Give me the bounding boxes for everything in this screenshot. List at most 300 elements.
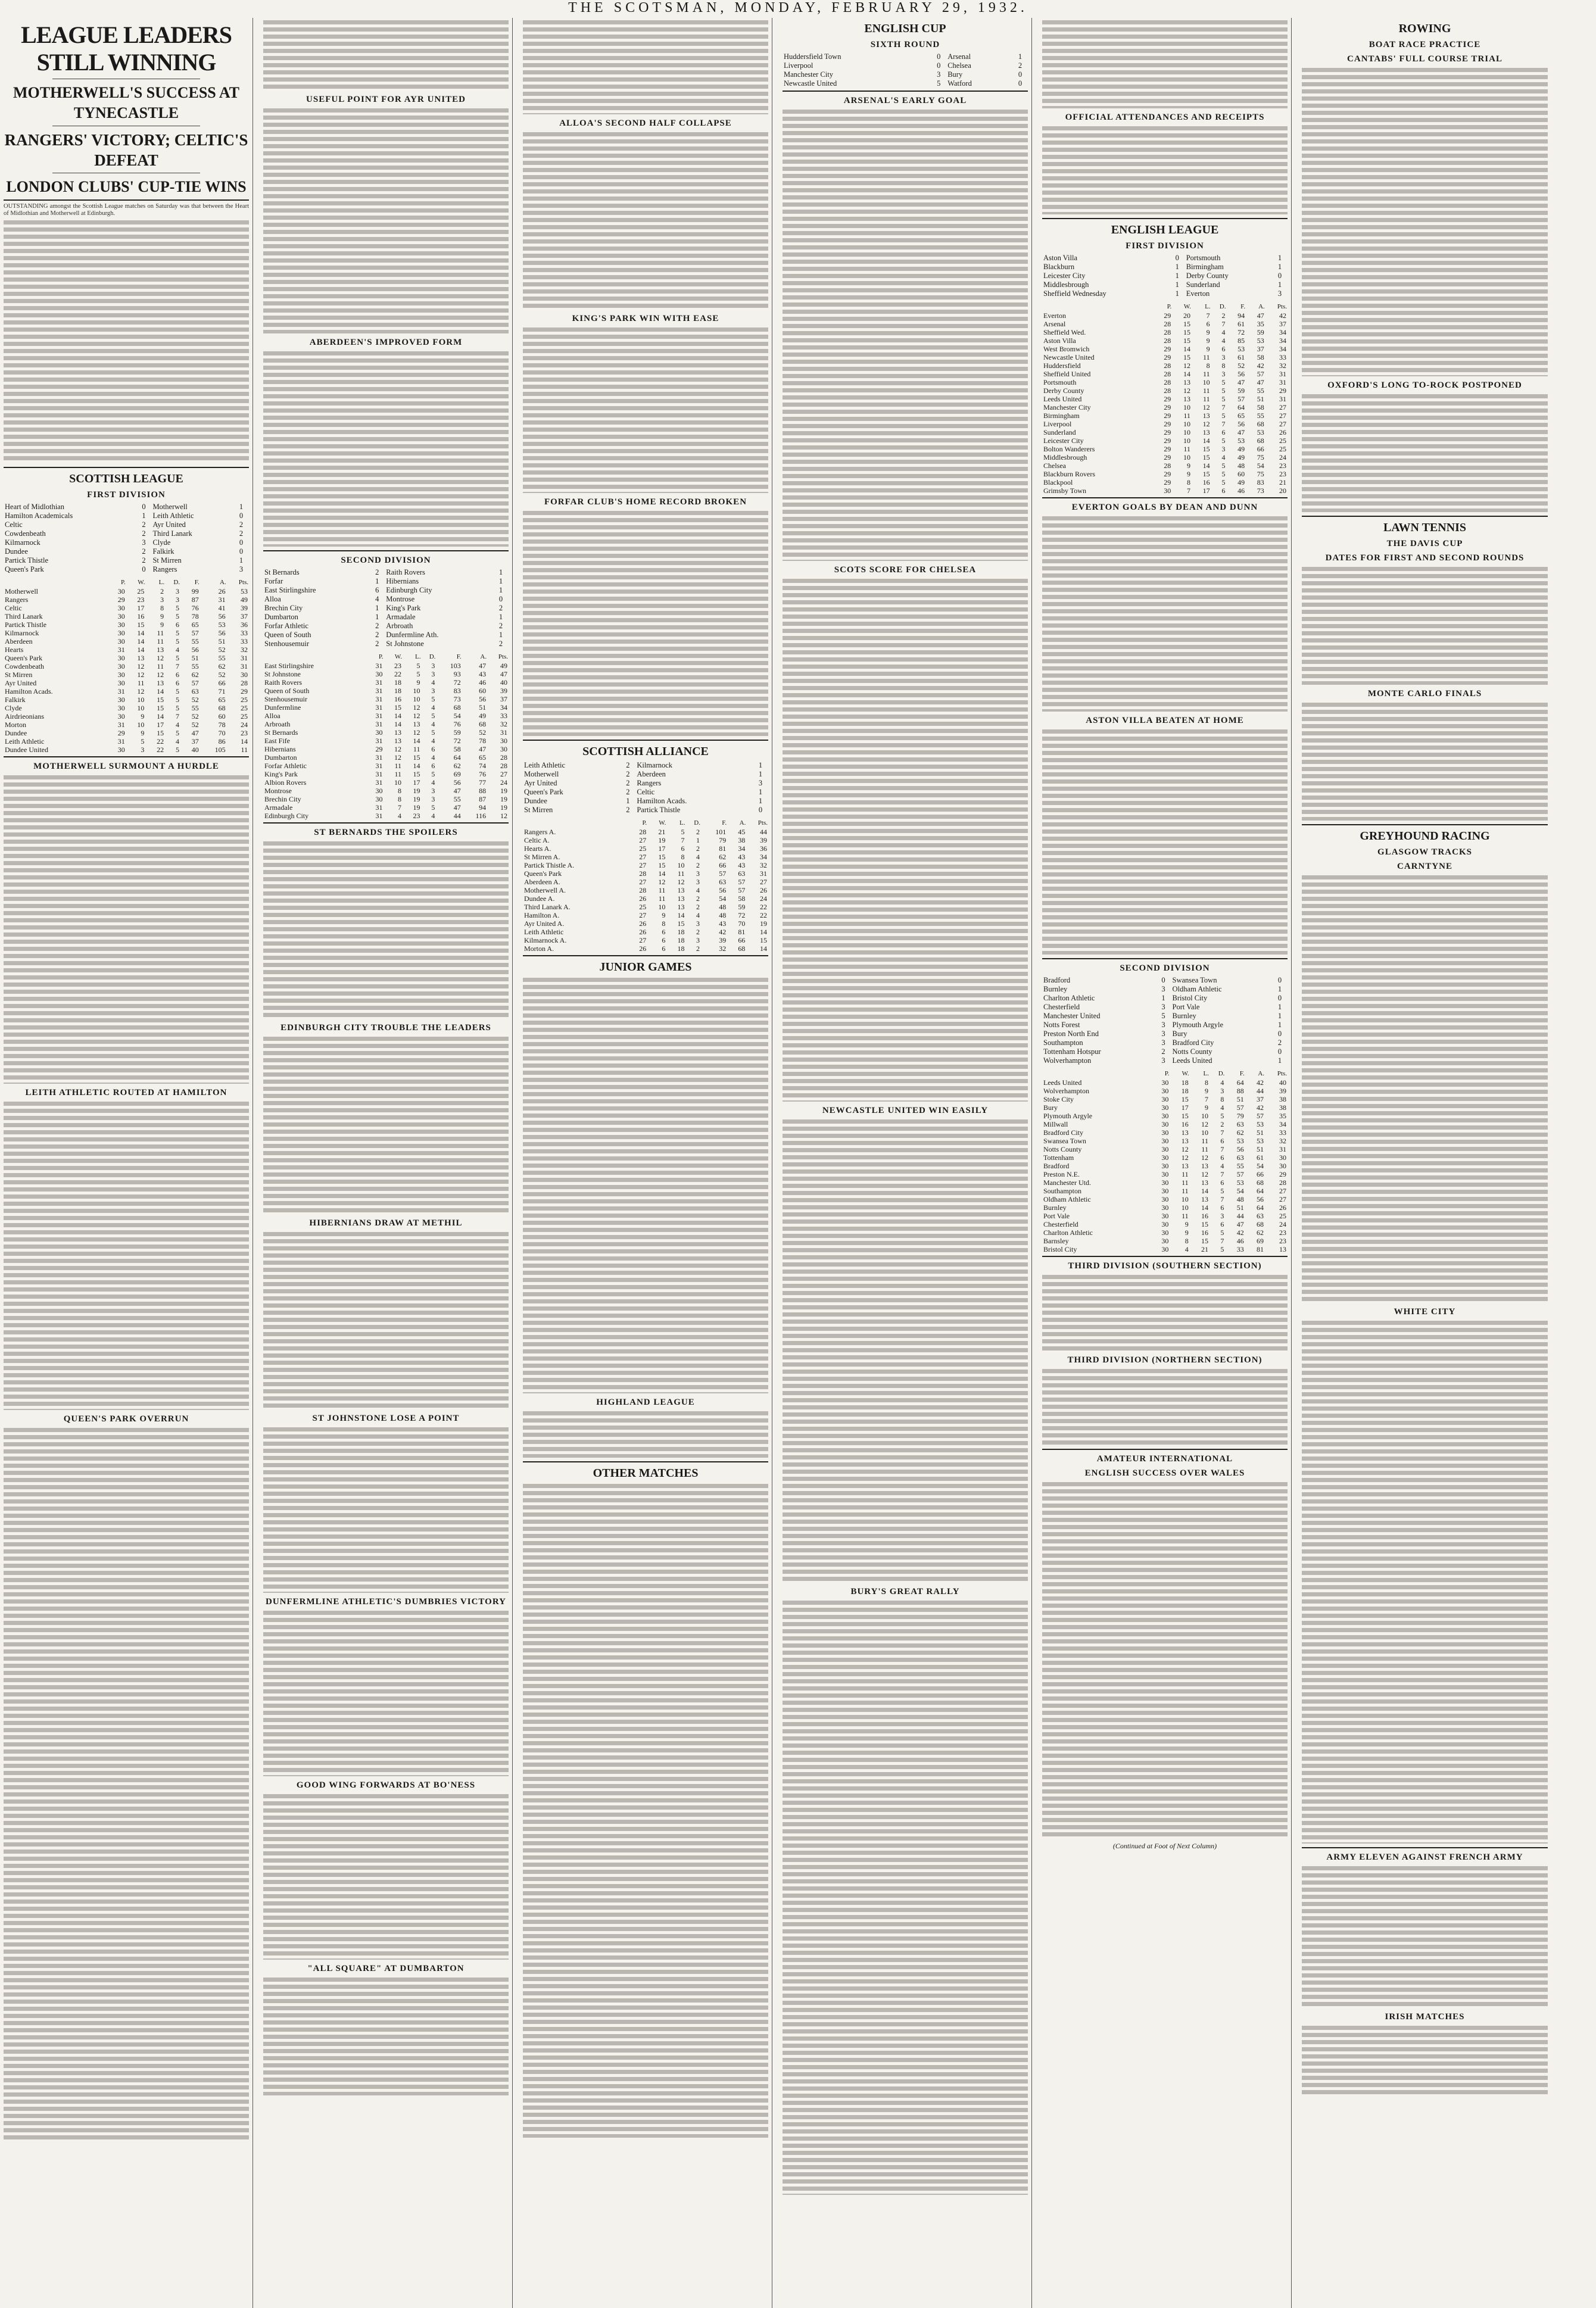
table-cell: 56 — [719, 886, 727, 894]
subhead-motherwell-surmount: MOTHERWELL SURMOUNT A HURDLE — [33, 761, 219, 771]
table-cell: 30 — [1161, 1153, 1169, 1162]
result-cell: 0 — [1161, 976, 1165, 984]
table-cell: 31 — [375, 737, 383, 745]
table-cell: 79 — [1236, 1112, 1244, 1120]
table-cell: 14 — [394, 720, 401, 728]
table-cell: 28 — [639, 869, 647, 878]
table-cell: St Bernards — [264, 728, 298, 737]
table-row — [1042, 378, 1288, 386]
table-cell: 10 — [1202, 378, 1210, 386]
table-cell: 14 — [1183, 370, 1190, 378]
table-cell: 8 — [398, 795, 401, 803]
table-cell: 63 — [719, 878, 727, 886]
table-cell: 35 — [1257, 320, 1264, 328]
table-cell: Ayr United A. — [524, 919, 565, 928]
result-cell: Swansea Town — [1172, 976, 1217, 984]
table-cell: 30 — [1161, 1095, 1169, 1103]
table-cell: 53 — [1236, 1178, 1244, 1187]
table-cell: 14 — [760, 928, 767, 936]
result-cell: Newcastle United — [784, 79, 837, 88]
table-cell: 10 — [677, 861, 685, 869]
result-cell: 2 — [498, 604, 503, 612]
table-cell: 24 — [1279, 453, 1286, 461]
table-cell: 52 — [1237, 361, 1245, 370]
result-cell: Raith Rovers — [386, 568, 425, 576]
table-cell: 29 — [1164, 470, 1171, 478]
result-cell: 1 — [758, 761, 763, 769]
table-cell: 51 — [218, 637, 226, 645]
table-row — [1042, 328, 1288, 336]
table-cell: 9 — [416, 678, 420, 687]
table-cell: 4 — [1220, 1078, 1224, 1087]
article-text — [263, 19, 509, 91]
table-cell: 47 — [479, 745, 487, 753]
table-cell: 6 — [1220, 1137, 1224, 1145]
table-cell: Forfar Athletic — [264, 762, 307, 770]
table-cell: 12 — [1201, 1170, 1208, 1178]
table-cell: 26 — [639, 919, 647, 928]
table-row — [4, 687, 249, 695]
result-row — [263, 577, 509, 586]
table-cell: 51 — [1257, 395, 1264, 403]
table-row — [1042, 1195, 1288, 1203]
table-cell: 47 — [453, 803, 461, 812]
table-cell: Dundee — [5, 728, 27, 737]
table-cell: Brechin City — [264, 795, 301, 803]
table-row — [1042, 353, 1288, 361]
table-cell: 11 — [157, 628, 164, 637]
result-cell: Hibernians — [386, 577, 419, 585]
column-header — [1042, 1069, 1150, 1078]
table-cell: 29 — [1164, 420, 1171, 428]
table-cell: 31 — [375, 753, 383, 762]
article-text — [263, 1976, 509, 2095]
table-row — [4, 662, 249, 670]
table-cell: 5 — [431, 770, 435, 778]
result-cell: 1 — [375, 577, 379, 585]
table-cell: 8 — [1184, 1237, 1189, 1245]
table-cell: 18 — [677, 928, 685, 936]
headline-davis-cup: THE DAVIS CUP — [1386, 539, 1463, 548]
table-cell: 44 — [1236, 1212, 1244, 1220]
table-cell: 66 — [218, 678, 226, 687]
column-2 — [260, 18, 513, 2308]
result-cell: Watford — [947, 79, 972, 88]
table-cell: 8 — [1220, 1095, 1224, 1103]
table-cell: 33 — [1236, 1245, 1244, 1253]
table-cell: Third Lanark A. — [524, 903, 571, 911]
result-row — [263, 613, 509, 622]
table-row — [523, 878, 768, 886]
result-cell: Everton — [1186, 289, 1210, 298]
table-row — [1042, 1212, 1288, 1220]
table-row — [1042, 386, 1288, 395]
table-row — [263, 753, 509, 762]
table-cell: 8 — [662, 919, 666, 928]
result-cell: 0 — [239, 511, 244, 520]
table-cell: 56 — [1257, 1195, 1264, 1203]
table-cell: 57 — [1236, 1103, 1244, 1112]
result-cell: 1 — [1175, 280, 1179, 289]
table-cell: 9 — [1186, 470, 1190, 478]
table-cell: 10 — [1183, 436, 1190, 445]
table-cell: 6 — [1220, 1220, 1224, 1228]
result-cell: 2 — [142, 529, 146, 538]
article-text — [783, 108, 1028, 561]
table-cell: 12 — [137, 687, 145, 695]
table-cell: 87 — [479, 795, 487, 803]
result-row — [4, 538, 249, 547]
column-header: L. — [679, 819, 685, 826]
table-cell: 30 — [1161, 1212, 1169, 1220]
table-cell: 3 — [176, 595, 180, 604]
table-row — [4, 629, 249, 637]
result-cell: 0 — [239, 538, 244, 547]
table-cell: 68 — [1257, 1220, 1264, 1228]
article-text — [1042, 1274, 1288, 1351]
table-cell: 28 — [1164, 378, 1171, 386]
table-cell: 68 — [479, 720, 487, 728]
table-cell: Blackburn Rovers — [1043, 470, 1095, 478]
table-cell: 23 — [1279, 1237, 1286, 1245]
table-cell: 15 — [1202, 445, 1210, 453]
table-row — [263, 670, 509, 678]
table-cell: 74 — [479, 762, 487, 770]
result-cell: Motherwell — [524, 770, 559, 778]
table-cell: Stenhousemuir — [264, 695, 307, 703]
result-cell: Celtic — [637, 788, 655, 796]
result-cell: Ayr United — [152, 520, 186, 529]
table-cell: 6 — [176, 670, 180, 679]
table-cell: 9 — [1186, 461, 1190, 470]
table-cell: 12 — [413, 728, 420, 737]
result-cell: Celtic — [5, 520, 23, 529]
table-cell: 31 — [375, 812, 383, 820]
table-cell: 3 — [160, 595, 164, 604]
table-cell: 10 — [1181, 1195, 1189, 1203]
table-cell: 81 — [1257, 1245, 1264, 1253]
table-cell: 5 — [176, 628, 180, 637]
table-cell: 6 — [431, 762, 435, 770]
table-cell: 3 — [1221, 370, 1226, 378]
table-cell: 14 — [157, 712, 164, 721]
table-row — [263, 678, 509, 687]
table-cell: Albion Rovers — [264, 778, 307, 787]
table-cell: 52 — [191, 695, 199, 704]
table-cell: 43 — [719, 919, 727, 928]
table-cell: 14 — [137, 645, 145, 654]
result-cell: 0 — [1018, 70, 1023, 79]
result-cell: Chelsea — [947, 61, 971, 70]
table-cell: 5 — [176, 728, 180, 737]
table-cell: 19 — [658, 836, 666, 844]
table-cell: 53 — [1236, 1137, 1244, 1145]
result-row — [1042, 1056, 1288, 1065]
article-text — [523, 19, 768, 114]
column-header: L. — [414, 653, 421, 660]
table-cell: 7 — [176, 662, 180, 670]
table-cell: Oldham Athletic — [1043, 1195, 1091, 1203]
table-cell: 27 — [639, 911, 647, 919]
table-cell: Chesterfield — [1043, 1220, 1078, 1228]
result-row — [263, 595, 509, 604]
result-cell: 2 — [626, 770, 630, 778]
result-cell: Tottenham Hotspur — [1043, 1047, 1101, 1056]
english-cup-heading: ENGLISH CUP — [864, 22, 946, 35]
table-cell: 13 — [1181, 1162, 1189, 1170]
table-cell: 31 — [375, 703, 383, 712]
first-division-heading: FIRST DIVISION — [87, 489, 166, 500]
result-cell: 1 — [626, 797, 630, 805]
result-row — [4, 503, 249, 511]
table-cell: 11 — [157, 637, 164, 645]
column-header: A. — [1258, 303, 1265, 310]
headline-aston-villa: ASTON VILLA BEATEN AT HOME — [1086, 716, 1244, 725]
table-cell: Bolton Wanderers — [1043, 445, 1095, 453]
result-cell: 3 — [1161, 1056, 1165, 1065]
table-row — [523, 911, 768, 919]
table-cell: 53 — [1237, 436, 1245, 445]
table-cell: 78 — [479, 737, 487, 745]
table-cell: 30 — [1279, 1162, 1286, 1170]
table-cell: 52 — [191, 712, 199, 721]
table-cell: 26 — [639, 928, 647, 936]
table-row — [1042, 1245, 1288, 1253]
table-cell: 62 — [453, 762, 461, 770]
table-cell: 38 — [1279, 1095, 1286, 1103]
table-cell: 5 — [176, 745, 180, 754]
table-cell: 65 — [1237, 411, 1245, 420]
table-cell: 37 — [1279, 320, 1286, 328]
table-cell: 49 — [1237, 478, 1245, 486]
table-cell: 14 — [1202, 461, 1210, 470]
result-cell: 3 — [1161, 1038, 1165, 1047]
table-row — [4, 737, 249, 746]
result-cell: 1 — [142, 511, 146, 520]
result-cell: Burnley — [1043, 985, 1068, 993]
result-cell: Armadale — [386, 613, 416, 621]
table-cell: 32 — [719, 944, 727, 953]
table-cell: 4 — [431, 678, 435, 687]
table-cell: 13 — [1279, 1245, 1286, 1253]
result-cell: Queen's Park — [5, 564, 44, 573]
table-cell: 16 — [1202, 478, 1210, 486]
headline-bo-ness: GOOD WING FORWARDS AT BO'NESS — [296, 1780, 476, 1790]
table-cell: 10 — [1201, 1112, 1208, 1120]
result-cell: 2 — [142, 520, 146, 529]
table-cell: 47 — [1237, 378, 1245, 386]
table-cell: 5 — [1221, 478, 1226, 486]
table-cell: 31 — [241, 662, 248, 670]
result-cell: St Bernards — [264, 568, 300, 576]
table-cell: 28 — [1164, 361, 1171, 370]
table-cell: Plymouth Argyle — [1043, 1112, 1093, 1120]
result-row — [523, 797, 768, 806]
result-cell: 0 — [1175, 254, 1179, 262]
result-cell: 3 — [142, 538, 146, 547]
table-row — [523, 903, 768, 911]
table-cell: 35 — [1279, 1112, 1286, 1120]
headline-white-city: WHITE CITY — [1394, 1307, 1456, 1317]
table-cell: 5 — [1221, 378, 1226, 386]
result-row — [1042, 1021, 1288, 1030]
table-row — [523, 869, 768, 878]
table-cell: 30 — [117, 603, 125, 612]
result-cell: Port Vale — [1172, 1003, 1200, 1011]
table-cell: 99 — [191, 587, 199, 595]
table-cell: 53 — [1237, 345, 1245, 353]
table-cell: 25 — [241, 712, 248, 721]
table-cell: 12 — [1201, 1153, 1208, 1162]
table-cell: 13 — [677, 894, 685, 903]
result-row — [263, 568, 509, 577]
result-cell: Clyde — [152, 538, 171, 547]
table-cell: Port Vale — [1043, 1212, 1070, 1220]
result-row — [1042, 254, 1288, 263]
table-cell: Aberdeen A. — [524, 878, 560, 886]
result-cell: 1 — [1277, 1012, 1282, 1020]
sixth-round-heading: SIXTH ROUND — [870, 40, 940, 49]
table-row — [1042, 1145, 1288, 1153]
table-cell: 23 — [1279, 461, 1286, 470]
column-header: Pts. — [1277, 303, 1287, 310]
article-text — [263, 1426, 509, 1593]
table-cell: 3 — [696, 878, 700, 886]
table-cell: Morton A. — [524, 944, 554, 953]
result-cell: 3 — [1161, 1030, 1165, 1038]
table-cell: 30 — [1161, 1203, 1169, 1212]
table-cell: 56 — [218, 628, 226, 637]
result-cell: St Mirren — [524, 806, 553, 814]
table-cell: 10 — [413, 687, 420, 695]
table-cell: 5 — [431, 728, 435, 737]
eng-first-division-table — [1042, 302, 1288, 495]
table-cell: 44 — [1257, 1087, 1264, 1095]
table-cell: Clyde — [5, 703, 22, 712]
table-row — [523, 828, 768, 836]
result-cell: Kilmarnock — [637, 761, 673, 769]
table-cell: 53 — [1257, 428, 1264, 436]
result-cell: 1 — [1175, 289, 1179, 298]
result-cell: Rangers — [637, 779, 662, 787]
result-cell: 2 — [375, 640, 379, 648]
article-text — [1042, 1481, 1288, 1838]
table-cell: 9 — [141, 712, 145, 721]
table-cell: 2 — [696, 903, 700, 911]
result-cell: 2 — [626, 806, 630, 814]
table-cell: 30 — [117, 678, 125, 687]
table-cell: 72 — [453, 678, 461, 687]
table-cell: King's Park — [264, 770, 298, 778]
result-cell: Oldham Athletic — [1172, 985, 1222, 993]
greyhound-heading: GREYHOUND RACING — [1360, 829, 1490, 843]
table-cell: 69 — [453, 770, 461, 778]
table-cell: 14 — [677, 911, 685, 919]
table-row — [523, 844, 768, 853]
table-cell: 12 — [394, 745, 401, 753]
result-cell: Ayr United — [524, 779, 557, 787]
table-row — [1042, 453, 1288, 461]
table-cell: 30 — [117, 637, 125, 645]
column-header: L. — [1205, 303, 1211, 310]
table-cell: 30 — [1161, 1137, 1169, 1145]
table-cell: 5 — [1220, 1187, 1224, 1195]
result-cell: Queen's Park — [524, 788, 563, 796]
table-cell: 5 — [141, 737, 145, 746]
table-cell: 5 — [431, 712, 435, 720]
table-cell: Dundee United — [5, 745, 48, 754]
table-row — [4, 604, 249, 612]
table-cell: 5 — [176, 695, 180, 704]
result-cell: Blackburn — [1043, 263, 1075, 271]
result-cell: Aston Villa — [1043, 254, 1078, 262]
table-row — [263, 795, 509, 803]
table-cell: 64 — [453, 753, 461, 762]
table-row — [1042, 478, 1288, 486]
article-text — [523, 1410, 768, 1458]
result-cell: Heart of Midlothian — [5, 502, 64, 511]
result-cell: Southampton — [1043, 1038, 1083, 1047]
table-row — [523, 894, 768, 903]
table-cell: 73 — [1257, 486, 1264, 495]
table-cell: 27 — [1279, 420, 1286, 428]
table-cell: Preston N.E. — [1043, 1170, 1080, 1178]
table-row — [263, 703, 509, 712]
article-text — [1302, 1865, 1548, 2008]
table-cell: 30 — [1161, 1120, 1169, 1128]
table-cell: 13 — [1183, 395, 1190, 403]
table-row — [4, 645, 249, 654]
table-cell: 26 — [1279, 1203, 1286, 1212]
article-text — [263, 1610, 509, 1776]
result-cell: 0 — [1277, 1030, 1282, 1038]
table-cell: 77 — [479, 778, 487, 787]
table-cell: 27 — [500, 770, 507, 778]
result-row — [783, 79, 1028, 88]
table-cell: Motherwell A. — [524, 886, 566, 894]
table-cell: 42 — [719, 928, 727, 936]
table-row — [4, 679, 249, 687]
table-cell: 24 — [241, 720, 248, 729]
result-cell: 0 — [758, 806, 763, 814]
result-cell: 1 — [375, 604, 379, 612]
table-cell: 5 — [1221, 386, 1226, 395]
table-cell: 62 — [1236, 1128, 1244, 1137]
table-cell: 31 — [375, 778, 383, 787]
result-cell: 1 — [375, 613, 379, 621]
table-cell: 56 — [218, 612, 226, 620]
article-text — [1302, 1320, 1548, 1844]
table-cell: 14 — [1201, 1187, 1208, 1195]
table-row — [4, 746, 249, 754]
result-cell: Bradford City — [1172, 1038, 1214, 1047]
table-cell: 116 — [475, 812, 487, 820]
table-cell: 4 — [431, 753, 435, 762]
table-cell: 11 — [394, 762, 401, 770]
table-cell: 5 — [1221, 411, 1226, 420]
table-cell: 31 — [1279, 1145, 1286, 1153]
result-cell: Dunfermline Ath. — [386, 631, 439, 639]
headline-attendances: OFFICIAL ATTENDANCES AND RECEIPTS — [1065, 113, 1265, 122]
table-cell: 4 — [398, 812, 401, 820]
table-cell: 15 — [1202, 470, 1210, 478]
table-row — [4, 670, 249, 679]
table-cell: 12 — [1202, 403, 1210, 411]
table-cell: 28 — [1164, 328, 1171, 336]
table-cell: Hearts A. — [524, 844, 551, 853]
column-header: P. — [1167, 303, 1172, 310]
table-cell: 60 — [1237, 470, 1245, 478]
